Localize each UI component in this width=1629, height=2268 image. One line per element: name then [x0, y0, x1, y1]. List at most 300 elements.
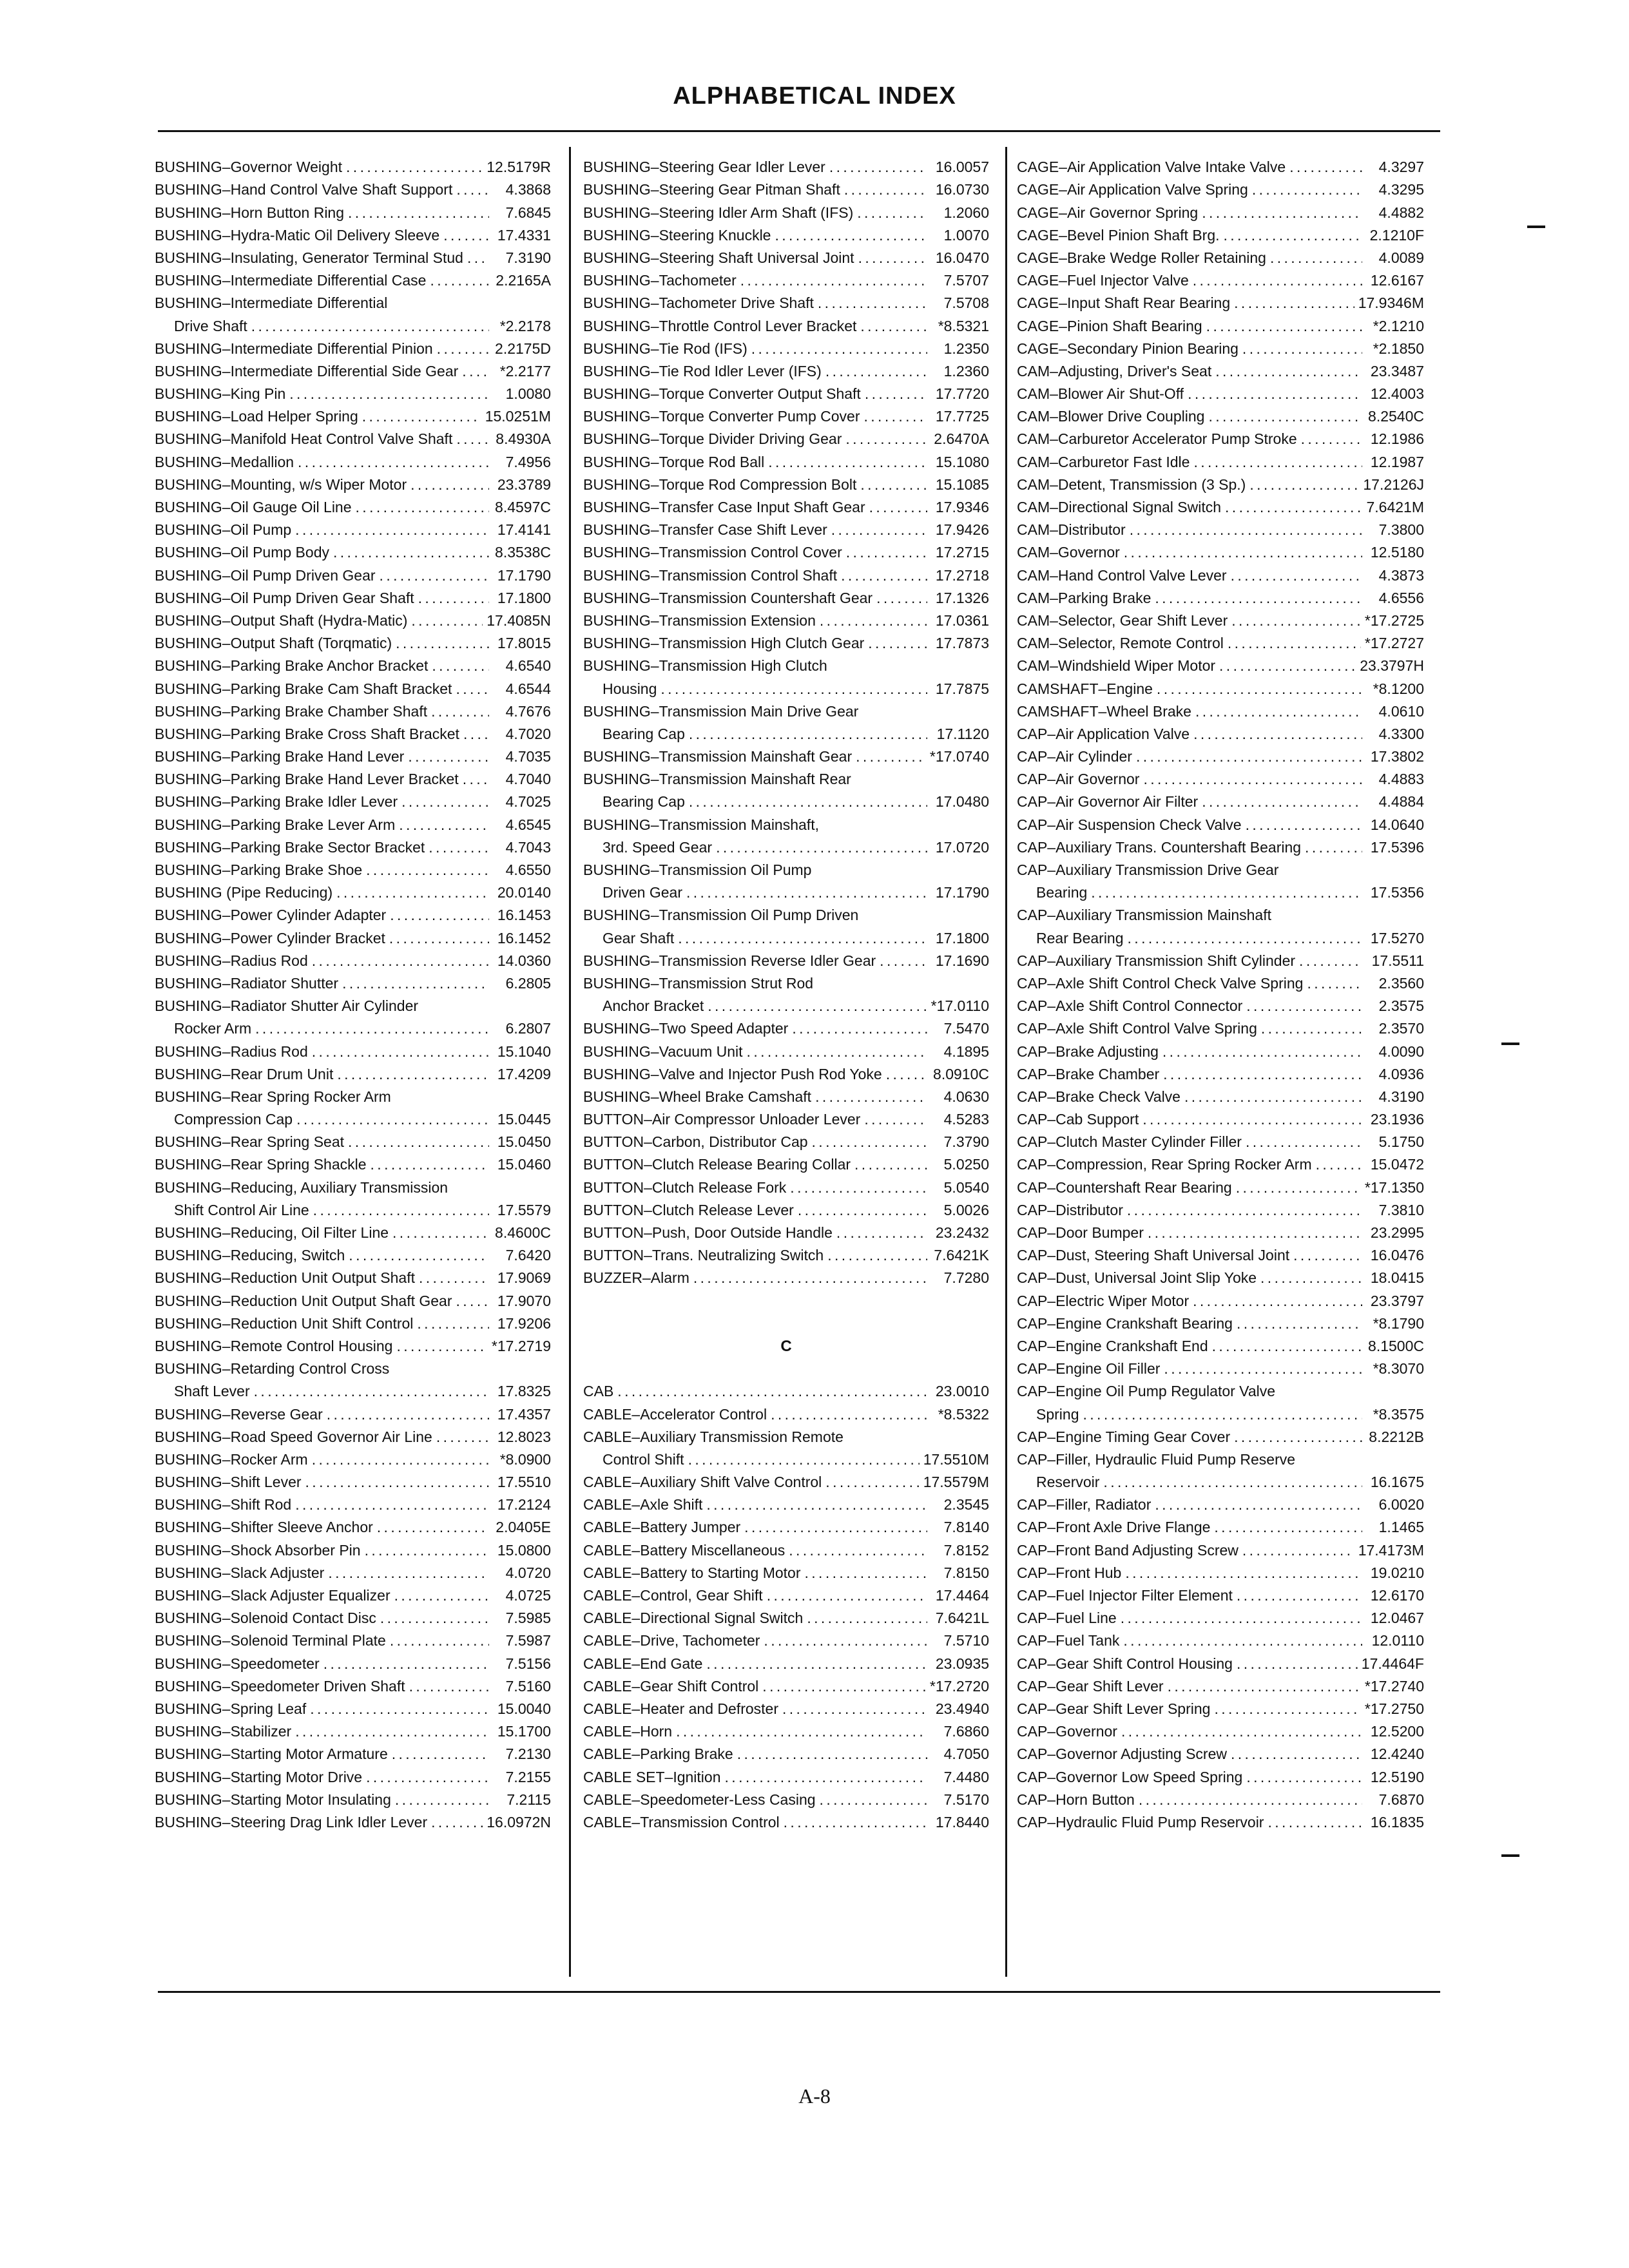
dot-leader: [1224, 224, 1363, 247]
index-entry: [1017, 1086, 1424, 1108]
entry-reference: 7.6421L: [935, 1610, 989, 1627]
entry-text: BUTTON–Trans. Neutralizing Switch: [583, 1247, 824, 1264]
entry-text: BUSHING–Radiator Shutter: [155, 974, 339, 992]
entry-reference: 17.2715: [935, 544, 989, 561]
entry-text: BUSHING–Transmission Control Cover: [583, 544, 842, 561]
dot-leader: [327, 1403, 489, 1426]
entry-reference: *8.3575: [1373, 1405, 1424, 1423]
index-entry: [1017, 1289, 1424, 1312]
index-entry: [1017, 813, 1424, 836]
dot-leader: [1242, 1539, 1354, 1562]
dot-leader: [411, 610, 483, 632]
index-entry: [1017, 1040, 1424, 1062]
dot-leader: [844, 178, 927, 201]
entry-reference: *8.1790: [1373, 1314, 1424, 1332]
entry-text: CAP–Distributor: [1017, 1201, 1123, 1218]
entry-reference: 4.7025: [505, 793, 551, 811]
entry-text: Bearing Cap: [602, 725, 685, 742]
index-entry: [155, 1652, 551, 1675]
index-entry: [1017, 904, 1424, 927]
dot-leader: [846, 541, 927, 564]
entry-reference: 8.4930A: [496, 430, 551, 448]
entry-reference: 7.3810: [1378, 1201, 1424, 1218]
index-entry: [583, 791, 989, 813]
entry-reference: *17.2740: [1364, 1677, 1424, 1695]
entry-reference: 17.4209: [497, 1065, 551, 1082]
index-entry: [155, 1789, 551, 1811]
index-entry: [583, 1222, 989, 1244]
entry-text: CAP–Auxiliary Transmission Mainshaft: [1017, 907, 1271, 924]
index-entry: [1017, 1652, 1424, 1675]
entry-reference: 17.4085N: [487, 611, 551, 629]
dot-leader: [1202, 791, 1362, 813]
index-entry: [583, 292, 989, 314]
index-entry: [155, 1720, 551, 1743]
index-entry: [155, 904, 551, 927]
entry-text: Spring: [1036, 1405, 1079, 1423]
entry-reference: 4.3295: [1378, 181, 1424, 198]
dot-leader: [366, 859, 489, 881]
entry-text: CAM–Parking Brake: [1017, 589, 1152, 606]
index-entry: [1017, 1698, 1424, 1720]
entry-reference: 5.0026: [943, 1201, 989, 1218]
entry-reference: 12.0467: [1370, 1610, 1424, 1627]
entry-reference: 17.1790: [935, 884, 989, 901]
entry-reference: 7.7280: [943, 1269, 989, 1287]
entry-reference: 2.3575: [1378, 997, 1424, 1015]
entry-reference: 15.1040: [497, 1043, 551, 1060]
index-entry: [1017, 1811, 1424, 1834]
entry-reference: 17.7873: [935, 635, 989, 652]
entry-text: BUSHING–Steering Knuckle: [583, 226, 771, 244]
entry-reference: 7.6420: [505, 1247, 551, 1264]
index-entry: [583, 813, 989, 836]
entry-reference: 2.1210F: [1369, 226, 1424, 244]
entry-reference: 4.0089: [1378, 249, 1424, 266]
entry-text: CAP–Gear Shift Lever Spring: [1017, 1700, 1211, 1717]
dot-leader: [1261, 1017, 1362, 1040]
entry-reference: 7.5160: [505, 1677, 551, 1695]
index-entry: [155, 428, 551, 450]
index-entry: [1017, 314, 1424, 337]
entry-reference: 4.4883: [1378, 771, 1424, 788]
entry-text: BUSHING–Transmission Control Shaft: [583, 566, 838, 584]
entry-reference: 23.2995: [1370, 1224, 1424, 1241]
entry-reference: 17.0720: [935, 838, 989, 856]
entry-text: BUSHING–Transmission Oil Pump: [583, 861, 812, 878]
entry-text: BUSHING–Transmission Reverse Idler Gear: [583, 952, 876, 969]
entry-reference: 5.0540: [943, 1178, 989, 1196]
dot-leader: [1260, 1267, 1362, 1289]
index-entry: [155, 632, 551, 655]
entry-text: BUSHING–Parking Brake Shoe: [155, 861, 363, 878]
entry-text: BUSHING–Tie Rod Idler Lever (IFS): [583, 362, 822, 380]
dot-leader: [1193, 269, 1362, 292]
dot-leader: [1228, 632, 1361, 655]
dot-leader: [805, 1562, 928, 1584]
entry-text: CAP–Brake Chamber: [1017, 1065, 1160, 1082]
entry-text: BUSHING–Parking Brake Anchor Bracket: [155, 657, 429, 675]
entry-reference: 17.4141: [497, 521, 551, 539]
entry-text: Drive Shaft: [174, 317, 247, 334]
entry-text: Bearing: [1036, 884, 1088, 901]
entry-reference: 17.1790: [497, 566, 551, 584]
entry-text: BUSHING–Intermediate Differential: [155, 294, 388, 312]
index-entry: [1017, 859, 1424, 881]
entry-text: BUSHING–Reverse Gear: [155, 1405, 323, 1423]
dot-leader: [456, 1290, 490, 1312]
entry-text: CAP–Brake Adjusting: [1017, 1043, 1159, 1060]
entry-text: BUSHING–Wheel Brake Camshaft: [583, 1088, 812, 1105]
index-entry: [583, 587, 989, 610]
entry-reference: 1.0070: [943, 226, 989, 244]
entry-reference: 23.0010: [935, 1383, 989, 1400]
index-entry: [583, 950, 989, 972]
dot-leader: [782, 1698, 927, 1720]
entry-text: BUSHING–Parking Brake Hand Lever Bracket: [155, 771, 459, 788]
dot-leader: [1123, 1629, 1362, 1652]
dot-leader: [1155, 1494, 1362, 1516]
dot-leader: [1128, 927, 1362, 950]
dot-leader: [1164, 1358, 1362, 1380]
dot-leader: [254, 1380, 489, 1403]
index-entry: [155, 836, 551, 859]
index-entry: [155, 677, 551, 700]
entry-reference: 16.0730: [935, 181, 989, 198]
entry-text: CABLE–Speedometer-Less Casing: [583, 1791, 816, 1808]
index-entry: [155, 610, 551, 632]
entry-reference: 1.1465: [1378, 1519, 1424, 1536]
index-entry: [155, 1199, 551, 1222]
entry-text: CAM–Blower Drive Coupling: [1017, 408, 1205, 425]
entry-text: BUSHING–Output Shaft (Hydra-Matic): [155, 611, 408, 629]
index-entry: [155, 745, 551, 768]
entry-reference: 6.2805: [505, 974, 551, 992]
entry-reference: 1.2060: [943, 204, 989, 221]
dot-leader: [1214, 1516, 1362, 1539]
entry-reference: 17.5270: [1370, 929, 1424, 947]
entry-reference: *17.2727: [1364, 635, 1424, 652]
dot-leader: [431, 1811, 483, 1834]
index-entry: [583, 745, 989, 768]
entry-text: CAP–Air Application Valve: [1017, 725, 1190, 742]
entry-text: CAP–Engine Crankshaft Bearing: [1017, 1314, 1233, 1332]
entry-reference: 15.1080: [935, 453, 989, 470]
entry-text: CAP–Gear Shift Control Housing: [1017, 1655, 1233, 1672]
entry-reference: 17.4464F: [1361, 1655, 1424, 1672]
dot-leader: [366, 1766, 489, 1789]
entry-text: BUTTON–Air Compressor Unloader Lever: [583, 1111, 861, 1128]
entry-text: CAP–Front Hub: [1017, 1564, 1122, 1581]
entry-reference: 17.5356: [1370, 884, 1424, 901]
entry-text: BUSHING–Hand Control Valve Shaft Support: [155, 181, 453, 198]
index-entry: [1017, 1789, 1424, 1811]
dot-leader: [419, 1267, 489, 1289]
dot-leader: [1083, 1403, 1362, 1426]
index-entry: [1017, 1222, 1424, 1244]
entry-text: BUSHING–Torque Rod Compression Bolt: [583, 476, 857, 493]
entry-reference: 17.5579M: [923, 1474, 989, 1491]
index-entry: [155, 1426, 551, 1448]
index-entry: [1017, 564, 1424, 586]
entry-reference: 17.5510M: [923, 1450, 989, 1468]
entry-reference: 17.9346M: [1358, 294, 1424, 312]
entry-text: Driven Gear: [602, 884, 682, 901]
index-entry: [155, 1629, 551, 1652]
index-entry: [155, 972, 551, 995]
entry-reference: *2.1210: [1373, 317, 1424, 334]
entry-reference: 12.6170: [1370, 1587, 1424, 1604]
dot-leader: [392, 1743, 489, 1765]
entry-text: BUSHING–Reduction Unit Shift Control: [155, 1314, 414, 1332]
index-entry: [583, 1176, 989, 1198]
dot-leader: [676, 1720, 927, 1743]
entry-reference: 17.4173M: [1358, 1541, 1424, 1559]
index-entry: [155, 1675, 551, 1698]
entry-text: BUSHING–Medallion: [155, 453, 294, 470]
entry-reference: 8.4597C: [495, 499, 551, 515]
index-entry: [155, 1108, 551, 1131]
entry-reference: 4.6540: [505, 657, 551, 675]
entry-text: CAMSHAFT–Wheel Brake: [1017, 702, 1191, 720]
entry-reference: 23.3789: [497, 476, 551, 493]
dot-leader: [305, 1471, 489, 1494]
dot-leader: [1103, 1471, 1362, 1494]
entry-reference: 4.3300: [1378, 725, 1424, 742]
entry-reference: 17.9206: [497, 1314, 551, 1332]
dot-leader: [380, 1607, 489, 1629]
entry-reference: 7.5470: [943, 1020, 989, 1037]
entry-text: BUSHING–Transmission High Clutch: [583, 657, 827, 675]
dot-leader: [396, 632, 489, 655]
entry-text: CAP–Axle Shift Control Connector: [1017, 997, 1243, 1015]
entry-reference: 18.0415: [1370, 1269, 1424, 1287]
entry-text: BUSHING–Transmission Countershaft Gear: [583, 589, 873, 606]
dot-leader: [312, 1041, 489, 1063]
dot-leader: [856, 745, 926, 768]
entry-reference: *17.2719: [491, 1337, 551, 1354]
entry-reference: 17.1800: [497, 589, 551, 606]
dot-leader: [869, 496, 927, 519]
index-entry: [155, 1698, 551, 1720]
entry-reference: 8.0910C: [933, 1065, 989, 1082]
dot-leader: [390, 904, 489, 927]
index-entry: [155, 1335, 551, 1358]
entry-text: BUSHING–Reducing, Oil Filter Line: [155, 1224, 389, 1241]
entry-text: BUSHING–Spring Leaf: [155, 1700, 307, 1717]
dot-leader: [845, 428, 927, 450]
entry-reference: 16.1452: [497, 929, 551, 947]
dot-leader: [1316, 1153, 1362, 1176]
index-entry: [583, 1516, 989, 1539]
entry-reference: 17.7875: [935, 680, 989, 697]
entry-text: CAM–Detent, Transmission (3 Sp.): [1017, 476, 1246, 493]
index-entry: [155, 1131, 551, 1153]
index-entry: [155, 1811, 551, 1834]
dot-leader: [312, 1448, 489, 1471]
index-entry: [1017, 1471, 1424, 1494]
entry-text: BUSHING–Steering Drag Link Idler Lever: [155, 1813, 428, 1831]
entry-reference: 17.2124: [497, 1496, 551, 1514]
entry-reference: 17.7725: [935, 408, 989, 425]
entry-text: BUSHING–Transmission Strut Rod: [583, 974, 814, 992]
index-entry: [1017, 1765, 1424, 1788]
index-entry: [155, 450, 551, 473]
dot-leader: [1249, 474, 1359, 496]
entry-reference: 23.1936: [1370, 1111, 1424, 1128]
index-entry: [1017, 677, 1424, 700]
dot-leader: [456, 178, 489, 201]
entry-text: CAM–Carburetor Fast Idle: [1017, 453, 1190, 470]
dot-leader: [686, 881, 927, 904]
entry-text: BUSHING–Tachometer Drive Shaft: [583, 294, 814, 312]
index-entry: [1017, 156, 1424, 178]
index-entry: [583, 1584, 989, 1607]
index-entry: [155, 1244, 551, 1267]
index-entry: [155, 1312, 551, 1335]
entry-text: BUSHING–Reducing, Switch: [155, 1247, 345, 1264]
index-entry: [155, 1017, 551, 1040]
dot-leader: [825, 1471, 919, 1494]
index-entry: [155, 700, 551, 723]
entry-reference: 7.5708: [943, 294, 989, 312]
entry-reference: *8.5322: [938, 1405, 989, 1423]
dot-leader: [790, 1177, 927, 1199]
index-entry: [155, 224, 551, 247]
index-entry: [583, 1426, 989, 1448]
entry-text: BUSHING–Transmission Mainshaft,: [583, 816, 819, 833]
entry-reference: 4.6545: [505, 816, 551, 833]
entry-reference: 7.5170: [943, 1791, 989, 1808]
dot-leader: [864, 1108, 927, 1131]
index-entry: [155, 1289, 551, 1312]
entry-reference: *2.2178: [499, 317, 551, 334]
index-entry: [583, 1448, 989, 1471]
entry-reference: 12.6167: [1370, 272, 1424, 289]
entry-text: BUSHING–Two Speed Adapter: [583, 1020, 789, 1037]
dot-leader: [1121, 1720, 1362, 1743]
index-entry: [155, 927, 551, 949]
index-entry: [583, 995, 989, 1017]
entry-text: CAM–Selector, Remote Control: [1017, 635, 1224, 652]
entry-text: BUSHING–Rear Spring Rocker Arm: [155, 1088, 391, 1105]
index-entry: [1017, 1358, 1424, 1380]
dot-leader: [1208, 405, 1362, 428]
entry-text: CAP–Clutch Master Cylinder Filler: [1017, 1133, 1242, 1151]
entry-text: CAGE–Air Application Valve Spring: [1017, 181, 1248, 198]
entry-reference: 17.0361: [935, 611, 989, 629]
dot-leader: [1237, 1312, 1362, 1335]
index-entry: [583, 1562, 989, 1584]
entry-text: CABLE–Control, Gear Shift: [583, 1587, 763, 1604]
index-entry: [1017, 723, 1424, 745]
entry-text: CAP–Auxiliary Transmission Shift Cylinder: [1017, 952, 1296, 969]
index-entry: [1017, 338, 1424, 360]
dot-leader: [410, 474, 489, 496]
entry-text: BUSHING–Rocker Arm: [155, 1450, 308, 1468]
entry-text: BUSHING–Vacuum Unit: [583, 1043, 743, 1060]
index-entry: [155, 1086, 551, 1108]
entry-reference: 17.1326: [935, 589, 989, 606]
entry-reference: 6.2807: [505, 1020, 551, 1037]
dot-leader: [399, 814, 489, 836]
entry-reference: 4.1895: [943, 1043, 989, 1060]
dot-leader: [1124, 541, 1362, 564]
dot-leader: [337, 1063, 489, 1086]
entry-text: CABLE–Heater and Defroster: [583, 1700, 778, 1717]
dot-leader: [1231, 610, 1361, 632]
entry-reference: 8.1500C: [1368, 1337, 1424, 1354]
index-entry: [583, 247, 989, 269]
entry-text: CAP–Auxiliary Trans. Countershaft Bearing: [1017, 838, 1302, 856]
entry-text: CAP–Governor Adjusting Screw: [1017, 1745, 1227, 1763]
entry-reference: 4.0630: [943, 1088, 989, 1105]
entry-reference: 23.3487: [1370, 362, 1424, 380]
index-entry: [583, 269, 989, 292]
entry-reference: 4.4884: [1378, 793, 1424, 811]
dot-leader: [409, 1675, 489, 1698]
entry-reference: 12.8023: [497, 1428, 551, 1445]
entry-text: CABLE–Axle Shift: [583, 1496, 703, 1514]
index-entry: [1017, 972, 1424, 995]
entry-reference: 12.5190: [1370, 1768, 1424, 1785]
entry-text: Rocker Arm: [174, 1020, 252, 1037]
entry-text: CABLE–Battery Miscellaneous: [583, 1541, 786, 1559]
column-divider-1: [569, 147, 571, 1977]
section-letter: C: [780, 1337, 792, 1355]
index-entry: [583, 1652, 989, 1675]
index-entry: [1017, 836, 1424, 859]
index-entry: [583, 1789, 989, 1811]
dot-leader: [1136, 745, 1362, 768]
index-entry: [1017, 1494, 1424, 1516]
entry-reference: 5.1750: [1378, 1133, 1424, 1151]
dot-leader: [1236, 1177, 1361, 1199]
entry-text: BUSHING–Torque Converter Pump Cover: [583, 408, 860, 425]
dot-leader: [771, 1403, 927, 1426]
entry-reference: 7.8152: [943, 1541, 989, 1559]
index-entry: [155, 564, 551, 586]
index-entry: [583, 1539, 989, 1561]
entry-text: CABLE–Horn: [583, 1723, 673, 1740]
entry-reference: 4.3868: [505, 181, 551, 198]
dot-leader: [348, 1131, 489, 1153]
entry-text: CAP–Fuel Line: [1017, 1610, 1117, 1627]
spacer: [583, 1358, 989, 1380]
dot-leader: [1142, 1108, 1362, 1131]
entry-reference: 17.5511: [1371, 952, 1424, 969]
index-entry: [155, 314, 551, 337]
entry-text: Reservoir: [1036, 1474, 1100, 1491]
entry-reference: 14.0640: [1370, 816, 1424, 833]
entry-text: BUSHING–Reduction Unit Output Shaft: [155, 1269, 415, 1287]
entry-text: BUSHING–Reducing, Auxiliary Transmission: [155, 1178, 448, 1196]
index-entry: [583, 178, 989, 201]
index-column-2: [583, 156, 989, 1834]
dot-leader: [456, 678, 489, 700]
index-entry: [583, 541, 989, 564]
entry-reference: 2.3560: [1378, 974, 1424, 992]
entry-reference: 17.8325: [497, 1383, 551, 1400]
index-entry: [155, 791, 551, 813]
index-entry: [583, 519, 989, 541]
entry-text: BUSHING–Retarding Control Cross: [155, 1360, 390, 1378]
dot-leader: [818, 292, 927, 314]
entry-text: BUSHING–Output Shaft (Torqmatic): [155, 635, 392, 652]
entry-text: BUSHING–Shifter Sleeve Anchor: [155, 1519, 373, 1536]
entry-reference: 7.8140: [943, 1519, 989, 1536]
entry-text: BUSHING–Transmission High Clutch Gear: [583, 635, 865, 652]
